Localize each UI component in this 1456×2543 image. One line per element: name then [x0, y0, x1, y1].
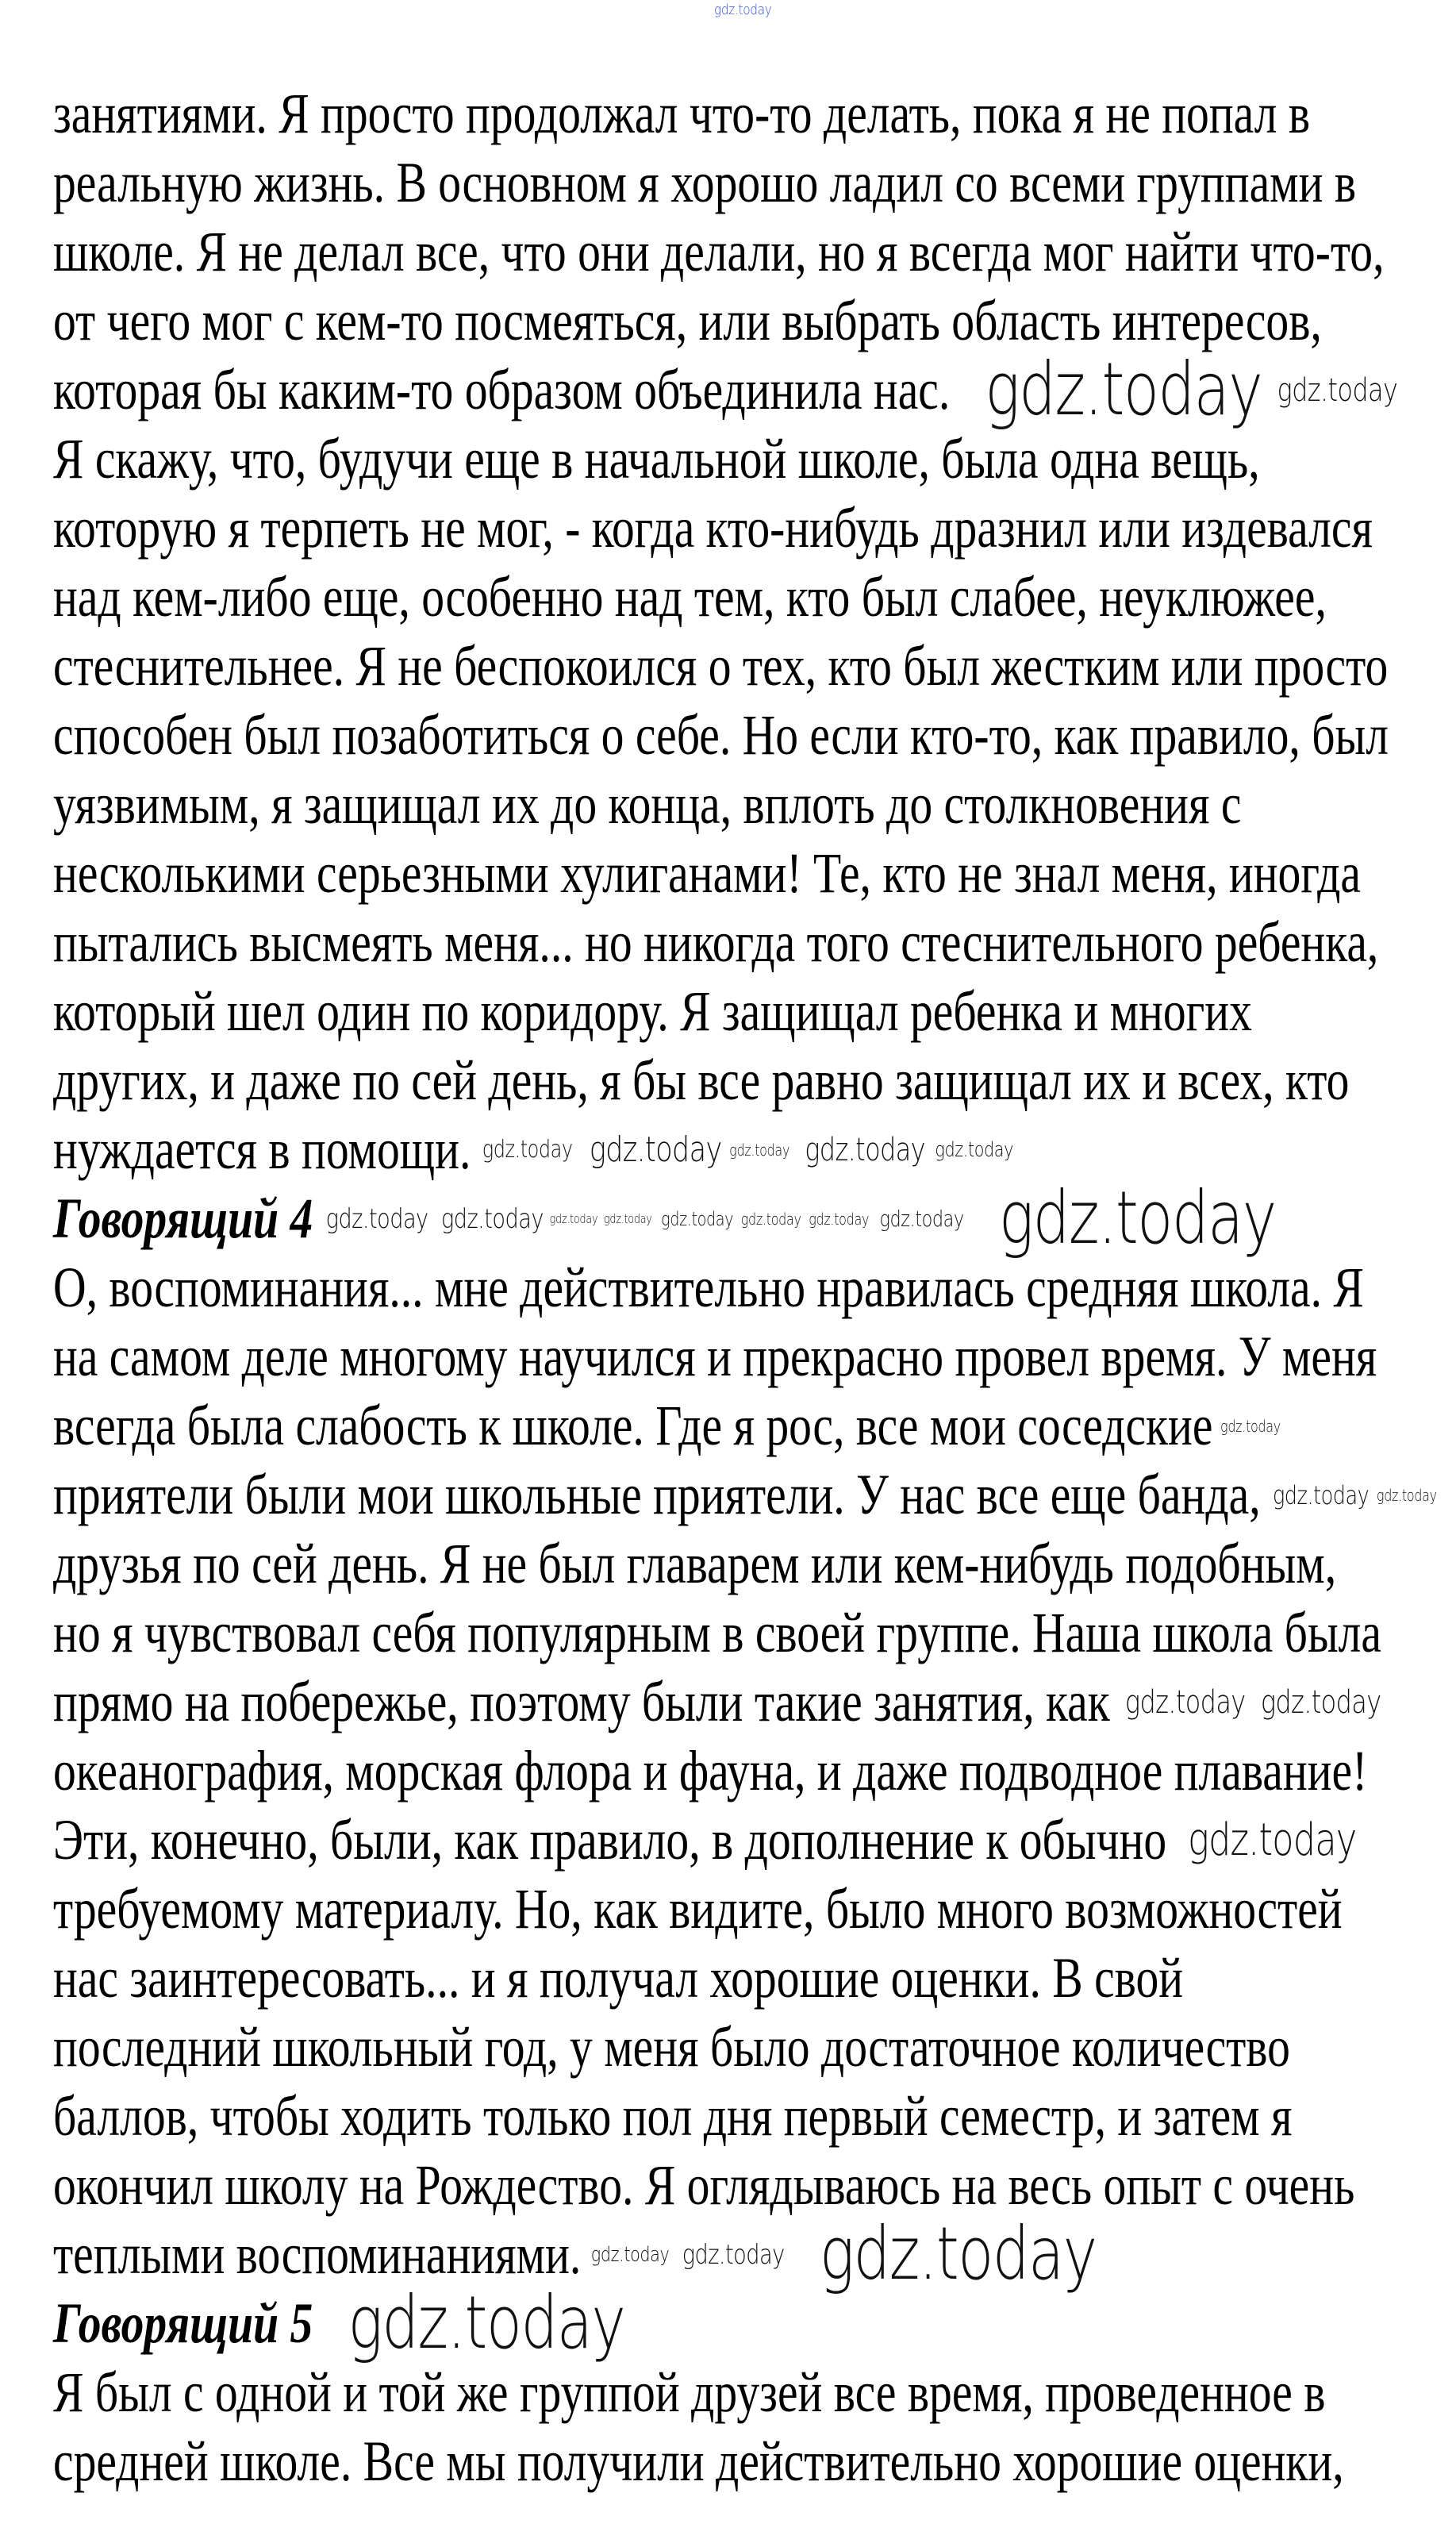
text-line: прямо на побережье, поэтому были такие занятия, как — [53, 1670, 1110, 1733]
text-line-row — [53, 770, 1241, 839]
text-line: пытались высмеять меня... но никогда того стеснительного ребенка, — [53, 910, 1379, 974]
text-line: уязвимым, я защищал их до конца, вплоть до столкновения с — [53, 772, 1242, 836]
speaker-heading: Говорящий 5 — [53, 2291, 313, 2355]
text-line: друзья по сей день. Я не был главарем или кем-нибудь подобным, — [53, 1532, 1337, 1595]
watermark: gdz.today — [590, 2242, 670, 2267]
watermark: gdz.today — [1376, 1485, 1437, 1505]
text-line-row — [53, 1668, 1381, 1737]
watermark: gdz.today — [440, 1202, 544, 1235]
watermark: gdz.today — [549, 1210, 598, 1226]
text-line: который шел один по коридору. Я защищал ребенка и многих — [53, 979, 1252, 1043]
text-line: Я был с одной и той же группой друзей все время, проведенное в — [53, 2360, 1326, 2424]
text-line: способен был позаботиться о себе. Но если кто-то, как правило, был — [53, 703, 1389, 767]
watermark: gdz.today — [1260, 1683, 1381, 1721]
text-line-row — [53, 148, 1356, 217]
text-line: приятели были мои школьные приятели. У нас все еще банда, — [53, 1463, 1261, 1526]
text-line: теплыми воспоминаниями. — [53, 2222, 582, 2286]
text-line-row — [53, 2082, 1293, 2151]
text-line-row — [53, 2151, 1354, 2220]
text-line: нуждается в помощи. — [53, 1118, 471, 1181]
text-line: стеснительнее. Я не беспокоился о тех, кто был жестким или просто — [53, 634, 1389, 698]
speaker-heading-row — [53, 2280, 625, 2366]
text-line: средней школе. Все мы получили действительно хорошие оценки, — [53, 2430, 1344, 2493]
text-line-row — [53, 839, 1361, 908]
text-line: которую я терпеть не мог, - когда кто-нибудь дразнил или издевался — [53, 496, 1373, 560]
text-line-row — [53, 977, 1252, 1046]
text-line-row — [53, 1460, 1437, 1529]
text-line-row — [53, 1253, 1364, 1322]
speaker-heading-row — [53, 1175, 1276, 1261]
watermark: gdz.today — [714, 2, 772, 18]
text-line-row — [53, 347, 1398, 433]
text-line-row — [53, 563, 1327, 632]
watermark: gdz.today — [985, 347, 1262, 433]
text-line: которая бы каким-то образом объединила нас. — [53, 358, 951, 421]
watermark: gdz.today — [1277, 371, 1398, 409]
text-line-row — [53, 1115, 1013, 1184]
text-line: всегда была слабость к школе. Где я рос, все мои соседские — [53, 1394, 1213, 1457]
text-line: но я чувствовал себя популярным в своей группе. Наша школа была — [53, 1601, 1381, 1664]
text-line-row — [53, 2211, 1097, 2297]
text-line-row — [53, 632, 1388, 701]
watermark: gdz.today — [819, 2211, 1097, 2297]
watermark: gdz.today — [348, 2280, 625, 2366]
text-line-row — [53, 217, 1384, 287]
text-line: требуемому материалу. Но, как видите, было много возможностей — [53, 1877, 1343, 1941]
text-line: Эти, конечно, были, как правило, в дополнение к обычно — [53, 1808, 1167, 1872]
watermark: gdz.today — [729, 1140, 790, 1160]
text-line-row — [53, 1599, 1381, 1668]
text-line-row — [53, 701, 1389, 770]
text-line-row — [53, 2013, 1290, 2082]
watermark: gdz.today — [325, 1202, 428, 1235]
watermark: gdz.today — [809, 1209, 870, 1229]
text-line-row — [53, 287, 1322, 356]
text-line: над кем-либо еще, особенно над тем, кто был слабее, неуклюжее, — [53, 565, 1327, 629]
watermark: gdz.today — [482, 1135, 573, 1164]
text-line-row — [53, 79, 1310, 148]
watermark: gdz.today — [805, 1131, 925, 1168]
text-line-row — [53, 2427, 1344, 2496]
text-line-row — [53, 1806, 1356, 1875]
watermark: gdz.today — [661, 1207, 734, 1230]
watermark: gdz.today — [740, 1209, 801, 1229]
text-line-row — [53, 1875, 1343, 1944]
text-line: окончил школу на Рождество. Я оглядываюсь на весь опыт с очень — [53, 2153, 1355, 2217]
text-line: школе. Я не делал все, что они делали, но я всегда мог найти что-то, — [53, 220, 1385, 283]
text-line: баллов, чтобы ходить только пол дня первый семестр, и затем я — [53, 2084, 1293, 2148]
watermark: gdz.today — [1188, 1814, 1357, 1866]
watermark: gdz.today — [682, 2238, 785, 2271]
text-line-row — [53, 1046, 1349, 1115]
text-line-row — [53, 1322, 1377, 1391]
text-line: других, и даже по сей день, я бы все равно защищал их и всех, кто — [53, 1048, 1350, 1112]
text-line: О, воспоминания... мне действительно нравилась средняя школа. Я — [53, 1256, 1364, 1319]
watermark: gdz.today — [1220, 1416, 1281, 1436]
text-line-row — [53, 1391, 1281, 1460]
watermark: gdz.today — [603, 1210, 652, 1226]
text-line-row — [53, 908, 1378, 977]
text-line: Я скажу, что, будучи еще в начальной школе, была одна вещь, — [53, 427, 1260, 491]
text-line: реальную жизнь. В основном я хорошо ладил со всеми группами в — [53, 151, 1357, 214]
text-line-row — [53, 1529, 1336, 1599]
text-line: на самом деле многому научился и прекрасно провел время. У меня — [53, 1325, 1377, 1388]
text-line-row — [53, 425, 1260, 494]
watermark: gdz.today — [1124, 1683, 1246, 1721]
text-line: последний школьный год, у меня было достаточное количество — [53, 2015, 1290, 2079]
text-line: несколькими серьезными хулиганами! Те, кто не знал меня, иногда — [53, 841, 1361, 905]
watermark: gdz.today — [935, 1137, 1014, 1162]
watermark: gdz.today — [998, 1175, 1276, 1261]
watermark: gdz.today — [1272, 1479, 1370, 1510]
watermark: gdz.today — [879, 1205, 964, 1232]
speaker-heading: Говорящий 4 — [53, 1187, 313, 1250]
text-line-row — [53, 1944, 1183, 2013]
text-line: океанография, морская флора и фауна, и даже подводное плавание! — [53, 1739, 1368, 1802]
watermark: gdz.today — [589, 1129, 722, 1170]
text-line-row — [53, 2358, 1325, 2427]
text-line: нас заинтересовать... и я получал хорошие оценки. В свой — [53, 1946, 1184, 2010]
text-line: от чего мог с кем-то посмеяться, или выбрать область интересов, — [53, 289, 1322, 352]
text-line: занятиями. Я просто продолжал что-то делать, пока я не попал в — [53, 82, 1311, 145]
text-line-row — [53, 494, 1373, 563]
text-line-row — [53, 1737, 1367, 1806]
